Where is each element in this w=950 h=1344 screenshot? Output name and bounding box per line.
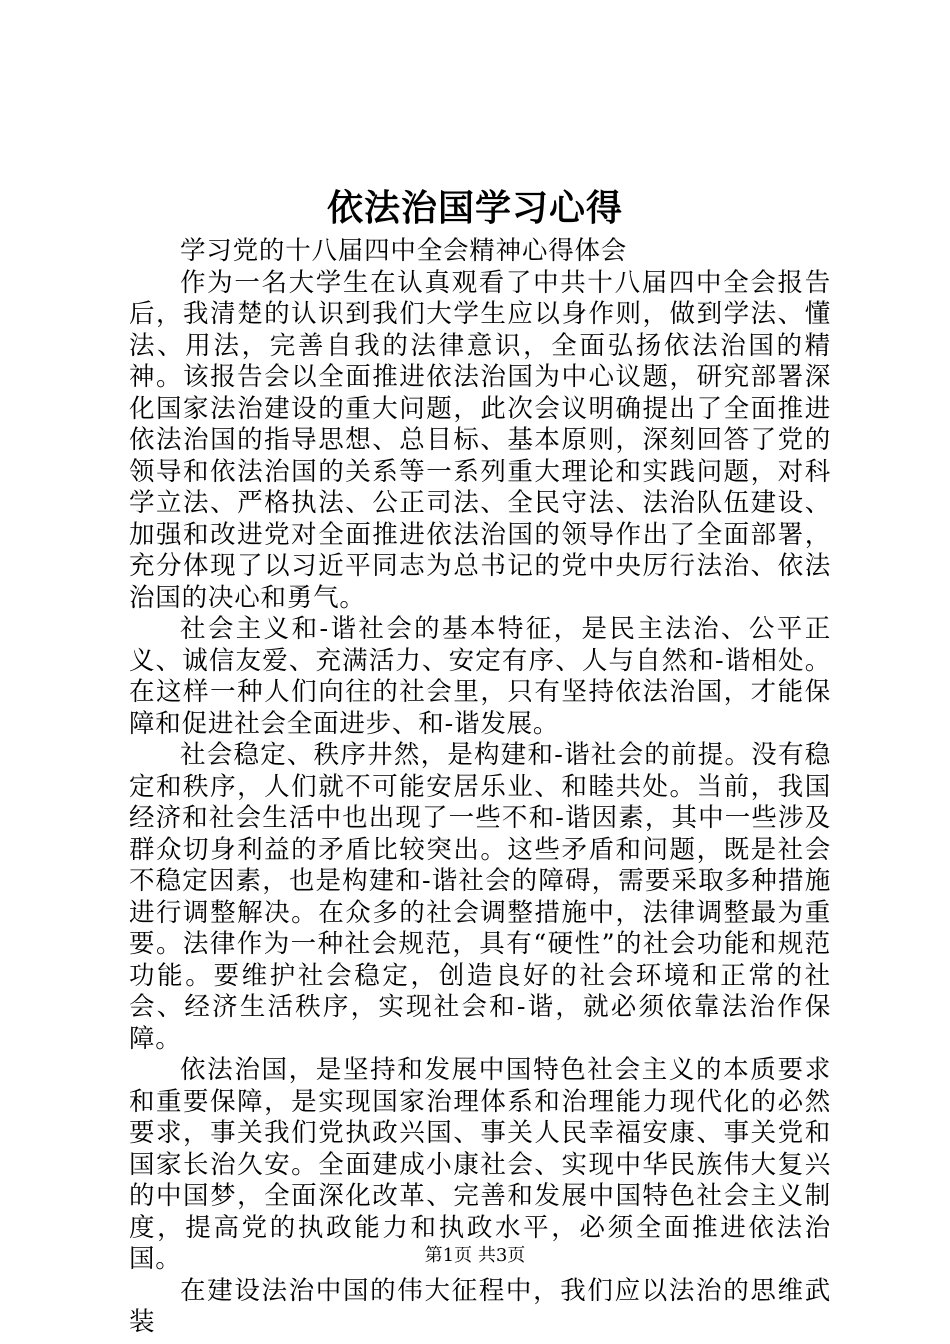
document-title: 依法治国学习心得 xyxy=(326,187,623,229)
document-body xyxy=(129,236,831,1339)
body-paragraph: 作为一名大学生在认真观看了中共十八届四中全会报告后，我清楚的认识到我们大学生应以身作则，做到学法、懂法、用法，完善自我的法律意识，全面弘扬依法治国的精神。该报告会以全面推进依法治国为中心议题，研究部署深化国家法治建设的重大问题，此次会议明确提出了全面推进依法治国的指导思想、总目标、基本原则，深刻回答了党的领导和依法治国的关系等一系列重大理论和实践问题，对科学立法、严格执法、公正司法、全民守法、法治队伍建设、加强和改进党对全面推进依法治国的领导作出了全面部署，充分体现了以习近平同志为总书记的党中央厉行法治、依法治国的决心和勇气。 xyxy=(129,267,831,613)
subtitle-paragraph: 学习党的十八届四中全会精神心得体会 xyxy=(180,236,628,266)
body-paragraph: 在建设法治中国的伟大征程中，我们应以法治的思维武装 xyxy=(129,1275,831,1337)
page-footer: 第1页 共3页 xyxy=(424,1245,526,1266)
body-paragraph: 社会稳定、秩序井然，是构建和-谐社会的前提。没有稳定和秩序，人们就不可能安居乐业、和睦共处。当前，我国经济和社会生活中也出现了一些不和-谐因素，其中一些涉及群众切身利益的矛盾比较突出。这些矛盾和问题，既是社会不稳定因素，也是构建和-谐社会的障碍，需要采取多种措施进行调整解决。在众多的社会调整措施中，法律调整最为重要。法律作为一种社会规范，具有“硬性”的社会功能和规范功能。要维护社会稳定，创造良好的社会环境和正常的社会、经济生活秩序，实现社会和-谐，就必须依靠法治作保障。 xyxy=(129,740,831,1054)
body-paragraph: 社会主义和-谐社会的基本特征，是民主法治、公平正义、诚信友爱、充满活力、安定有序、人与自然和-谐相处。在这样一种人们向往的社会里，只有坚持依法治国，才能保障和促进社会全面进步、和-谐发展。 xyxy=(129,614,831,739)
body-paragraph: 依法治国，是坚持和发展中国特色社会主义的本质要求和重要保障，是实现国家治理体系和治理能力现代化的必然要求，事关我们党执政兴国、事关人民幸福安康、事关党和国家长治久安。全面建成小康社会、实现中华民族伟大复兴的中国梦，全面深化改革、完善和发展中国特色社会主义制度，提高党的执政能力和执政水平，必须全面推进依法治国。 xyxy=(129,1055,831,1274)
